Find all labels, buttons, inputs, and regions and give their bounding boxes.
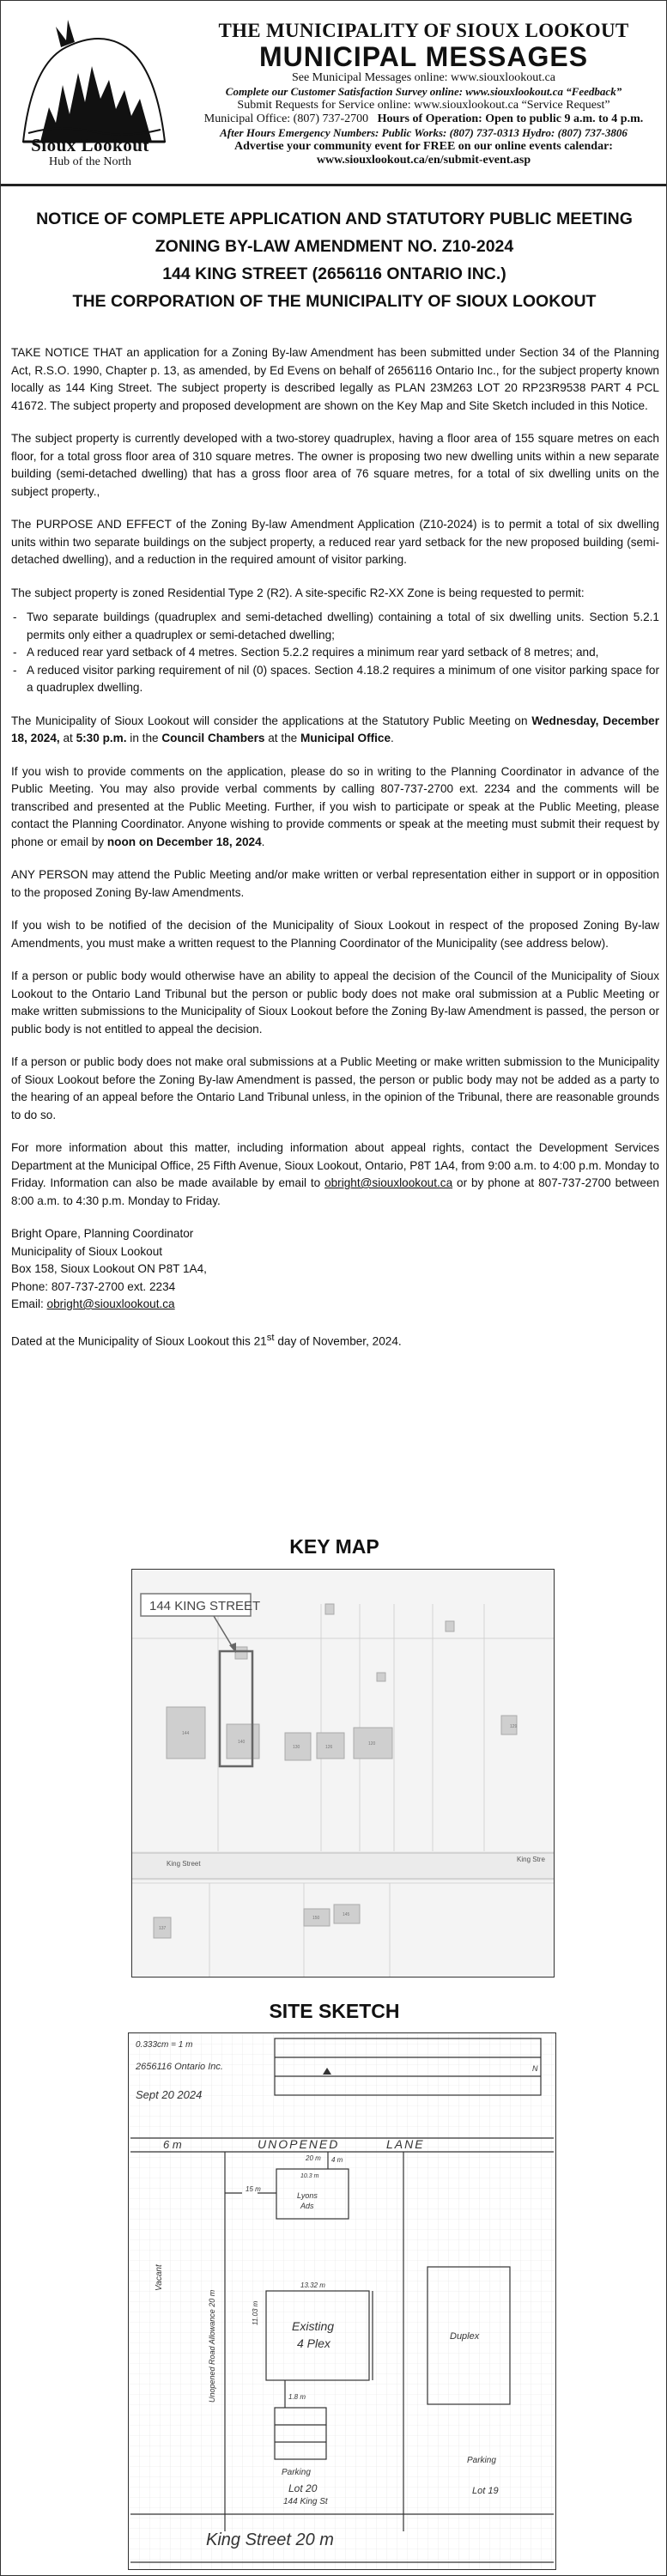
dated-text: day of November, 2024.: [274, 1334, 402, 1348]
existing-dimension: 13.32 m: [300, 2281, 325, 2289]
sketch-date: Sept 20 2024: [136, 2088, 203, 2101]
notice-title: NOTICE OF COMPLETE APPLICATION AND STATUTORY PUBLIC MEETING: [36, 210, 633, 228]
left-neighbour-label: Vacant: [155, 2264, 164, 2291]
shed-footprint: [325, 1604, 334, 1614]
meeting-text: at the: [264, 732, 301, 744]
requested-permissions-list: [11, 609, 659, 697]
take-notice-paragraph: TAKE NOTICE THAT an application for a Zoning By-law Amendment has been submitted under Section 34 of the Planning Act, R.S.O. 1990, Chapter p. 13, as amended, by Ed Evens on behalf of 2656116 Ontario Inc., for the subject property known locally as 144 King Street. The subject property is described legally as PLAN 23M263 LOT 20 RP23R9538 PART 4 PCL 41672. The subject property and proposed development are shown on the Key Map and Site Sketch included in this Notice.: [11, 346, 659, 412]
meeting-office: Municipal Office: [300, 732, 391, 744]
key-map: [131, 1569, 555, 1978]
hours-of-operation: Hours of Operation: Open to public 9 a.m. to 4 p.m.: [377, 112, 644, 125]
comments-paragraph: [11, 763, 659, 852]
header-divider: [1, 184, 666, 186]
meeting-date: Wednesday, December 18, 2024,: [11, 714, 659, 744]
existing-building-label-2: 4 Plex: [297, 2336, 330, 2350]
parcel-label: 137: [159, 1926, 167, 1931]
parcel-label: 150: [312, 1916, 320, 1921]
site-sketch-heading: SITE SKETCH: [269, 2000, 400, 2022]
key-map-drawing: [132, 1570, 554, 1977]
service-request-line: Submit Requests for Service online: www.siouxlookout.ca “Service Request”: [237, 99, 610, 112]
parcel-label: 129: [510, 1724, 518, 1729]
office-hours-line: [185, 112, 662, 126]
parking-label: Parking: [282, 2468, 311, 2477]
lot-label: Lot 20: [288, 2482, 318, 2494]
appeal-paragraph: If a person or public body would otherwise have an ability to appeal the decision of the Council of the Municipality of Sioux Lookout to the Ontario Land Tribunal but the person or public body does not make oral submission at a Public Meeting or make written submissions to the Municipality of Sioux Lookout before the Zoning By-law Amendment is passed, the person or public body is not entitled to appeal the decision.: [11, 969, 659, 1036]
right-lot-label: Lot 19: [472, 2486, 499, 2496]
parcel-label: 145: [343, 1912, 350, 1917]
right-parking-label: Parking: [467, 2456, 496, 2465]
street-label-right: King Stre: [517, 1856, 545, 1863]
meeting-paragraph: [11, 713, 659, 748]
new-building-dimension: 10.3 m: [300, 2173, 319, 2179]
masthead-text: [185, 20, 662, 167]
property-address: 144 KING STREET (2656116 ONTARIO INC.): [162, 264, 506, 283]
lot-width: 20 m: [306, 2154, 321, 2162]
logo-name: Sioux Lookout: [31, 135, 149, 155]
info-text: or by phone at 807-737-2700 between 8:00 a.m. to 4:30 p.m. Monday to Friday.: [11, 1176, 659, 1207]
publication-title: MUNICIPAL MESSAGES: [258, 41, 589, 72]
list-item: - A reduced visitor parking requirement of nil (0) spaces. Section 4.18.2 requires a minimum of one visitor parking space for a quadruplex dwelling.: [11, 662, 659, 697]
new-building-label-2: Ads: [300, 2202, 314, 2210]
meeting-text: at: [59, 732, 76, 744]
street-label: King Street 20 m: [206, 2530, 334, 2549]
after-hours-line: After Hours Emergency Numbers: Public Works: (807) 737-0313 Hydro: (807) 737-3806: [220, 126, 628, 139]
list-item: - A reduced rear yard setback of 4 metres. Section 5.2.2 requires a minimum rear yard setback of 8 metres; and,: [11, 644, 659, 662]
office-phone: Municipal Office: (807) 737-2700: [203, 112, 369, 125]
messages-online-line: See Municipal Messages online: www.siouxlookout.ca: [291, 71, 556, 84]
contact-email-link[interactable]: obright@siouxlookout.ca: [46, 1297, 175, 1310]
existing-side-dimension: 11.03 m: [252, 2300, 259, 2325]
logo-tagline: Hub of the North: [48, 155, 132, 168]
shed-footprint: [446, 1621, 454, 1631]
contact-phone: Phone: 807-737-2700 ext. 2234: [11, 1279, 176, 1293]
lot-address: 144 King St: [283, 2497, 328, 2506]
lane-label: UNOPENED: [258, 2137, 340, 2151]
parcel-label: 144: [182, 1731, 190, 1736]
dated-suffix: st: [266, 1332, 275, 1343]
contact-block: [11, 1225, 659, 1314]
zoning-paragraph: The subject property is zoned Residential Type 2 (R2). A site-specific R2-XX Zone is being requested to permit:: [11, 586, 585, 599]
meeting-text: in the: [126, 732, 162, 744]
shed-footprint: [377, 1673, 385, 1681]
site-sketch: [128, 2032, 556, 2570]
contact-email-label: Email:: [11, 1297, 47, 1310]
notice-body: [11, 344, 659, 1366]
survey-line: Complete our Customer Satisfaction Survey online: www.siouxlookout.ca “Feedback”: [225, 85, 622, 98]
email-link[interactable]: obright@siouxlookout.ca: [324, 1176, 453, 1189]
north-label: N: [532, 2064, 538, 2073]
info-text: For more information about this matter, including information about appeal rights, contact the Development Services Department at the Municipal Office, 25 Fifth Avenue, Sioux Lookout, Ontario, P8T 1A4, from 9:00 a.m. to 4:00 p.m. Monday to Friday. Information can also be made available by email to: [11, 1141, 659, 1189]
right-neighbour-label: Duplex: [450, 2331, 480, 2342]
road-allowance-label: Unopened Road Allowance 20 m: [208, 2289, 216, 2403]
notification-paragraph: If you wish to be notified of the decision of the Municipality of Sioux Lookout in respect of the proposed Zoning By-law Amendments, you must make a written request to the Planning Coordinator of the Municipality (see address below).: [11, 919, 659, 950]
scale-note: 0.333cm = 1 m: [136, 2040, 193, 2050]
dated-line: [11, 1329, 659, 1351]
comments-text: If you wish to provide comments on the application, please do so in writing to the Planning Coordinator in advance of the Public Meeting. You may also provide verbal comments by calling 807-737-2700 ext. 2234 and the comments will be transcribed and presented at the Public Meeting. Further, if you wish to participate or speak at the Public Meeting, please contact the Planning Coordinator. Anyone wishing to provide comments or speak at the meeting must submit their request by phone or email by: [11, 764, 659, 848]
meeting-text: .: [391, 732, 394, 744]
lane-width: 6 m: [163, 2138, 182, 2151]
meeting-text: The Municipality of Sioux Lookout will consider the applications at the Statutory Public Meeting on: [11, 714, 532, 727]
bylaw-number: ZONING BY-LAW AMENDMENT NO. Z10-2024: [155, 237, 514, 256]
events-url[interactable]: www.siouxlookout.ca/en/submit-event.asp: [316, 154, 531, 167]
parcel-label: 120: [368, 1741, 376, 1747]
comments-deadline: noon on December 18, 2024: [106, 835, 262, 848]
owner-note: 2656116 Ontario Inc.: [136, 2062, 223, 2072]
comments-text: .: [261, 835, 265, 848]
more-info-paragraph: [11, 1139, 659, 1210]
street-label-left: King Street: [167, 1860, 201, 1868]
any-person-paragraph: ANY PERSON may attend the Public Meeting and/or make written or verbal representation either in support or in opposition to the proposed Zoning By-law Amendments.: [11, 868, 659, 899]
parcel-label: 130: [293, 1745, 300, 1750]
site-sketch-drawing: [129, 2033, 555, 2569]
existing-building-label: Existing: [292, 2319, 335, 2333]
org-line: THE MUNICIPALITY OF SIOUX LOOKOUT: [218, 20, 629, 41]
key-map-heading: KEY MAP: [289, 1535, 379, 1558]
meeting-place: Council Chambers: [161, 732, 265, 744]
front-dimension: 1.8 m: [288, 2393, 306, 2401]
party-paragraph: If a person or public body does not make oral submissions at a Public Meeting or make written submission to the Municipality of Sioux Lookout before the Zoning By-law Amendment is passed, the person or public body may not be added as a party to the hearing of an appeal before the Ontario Land Tribunal unless, in the opinion of the Tribunal, there are reasonable grounds to do so.: [11, 1055, 659, 1121]
notice-titles: [9, 205, 659, 315]
contact-address: Box 158, Sioux Lookout ON P8T 1A4,: [11, 1262, 207, 1275]
corporation-name: THE CORPORATION OF THE MUNICIPALITY OF SIOUX LOOKOUT: [72, 292, 597, 311]
purpose-effect-paragraph: The PURPOSE AND EFFECT of the Zoning By-law Amendment Application (Z10-2024) is to permit a total of six dwelling units within two separate buildings on the subject property, a reduced rear yard setback for the new proposed building (semi-detached dwelling), and a reduction in the required amount of visitor parking.: [11, 518, 659, 566]
new-building-label: Lyons: [297, 2191, 318, 2200]
list-item: - Two separate buildings (quadruplex and semi-detached dwelling) containing a total of six dwelling units. Section 5.2.1 permits only either a quadruplex or semi-detached dwelling;: [11, 609, 659, 644]
rear-setback: 4 m: [331, 2156, 343, 2164]
contact-org: Municipality of Sioux Lookout: [11, 1244, 163, 1258]
shed-footprint: [235, 1647, 247, 1659]
advertise-line: Advertise your community event for FREE on our online events calendar:: [234, 140, 613, 153]
dated-text: Dated at the Municipality of Sioux Lookout this 21: [11, 1334, 267, 1348]
lane-label-2: LANE: [386, 2137, 425, 2151]
meeting-time: 5:30 p.m.: [76, 732, 127, 744]
callout-label: 144 KING STREET: [149, 1599, 261, 1613]
parcel-label: 126: [325, 1745, 333, 1750]
parcel-label: 140: [238, 1740, 246, 1745]
contact-name: Bright Opare, Planning Coordinator: [11, 1227, 194, 1240]
side-dimension: 15 m: [246, 2185, 261, 2193]
contact-email-line: [11, 1296, 659, 1314]
masthead-header: [1, 1, 667, 185]
current-development-paragraph: The subject property is currently developed with a two-storey quadruplex, having a floor area of 155 square metres on each floor, for a total gross floor area of 310 square metres. The owner is proposing two new dwelling units within a new separate building (semi-detached dwelling) that has a gross floor area of 76 square metres, for a total of six dwelling units on the subject property.,: [11, 432, 659, 498]
